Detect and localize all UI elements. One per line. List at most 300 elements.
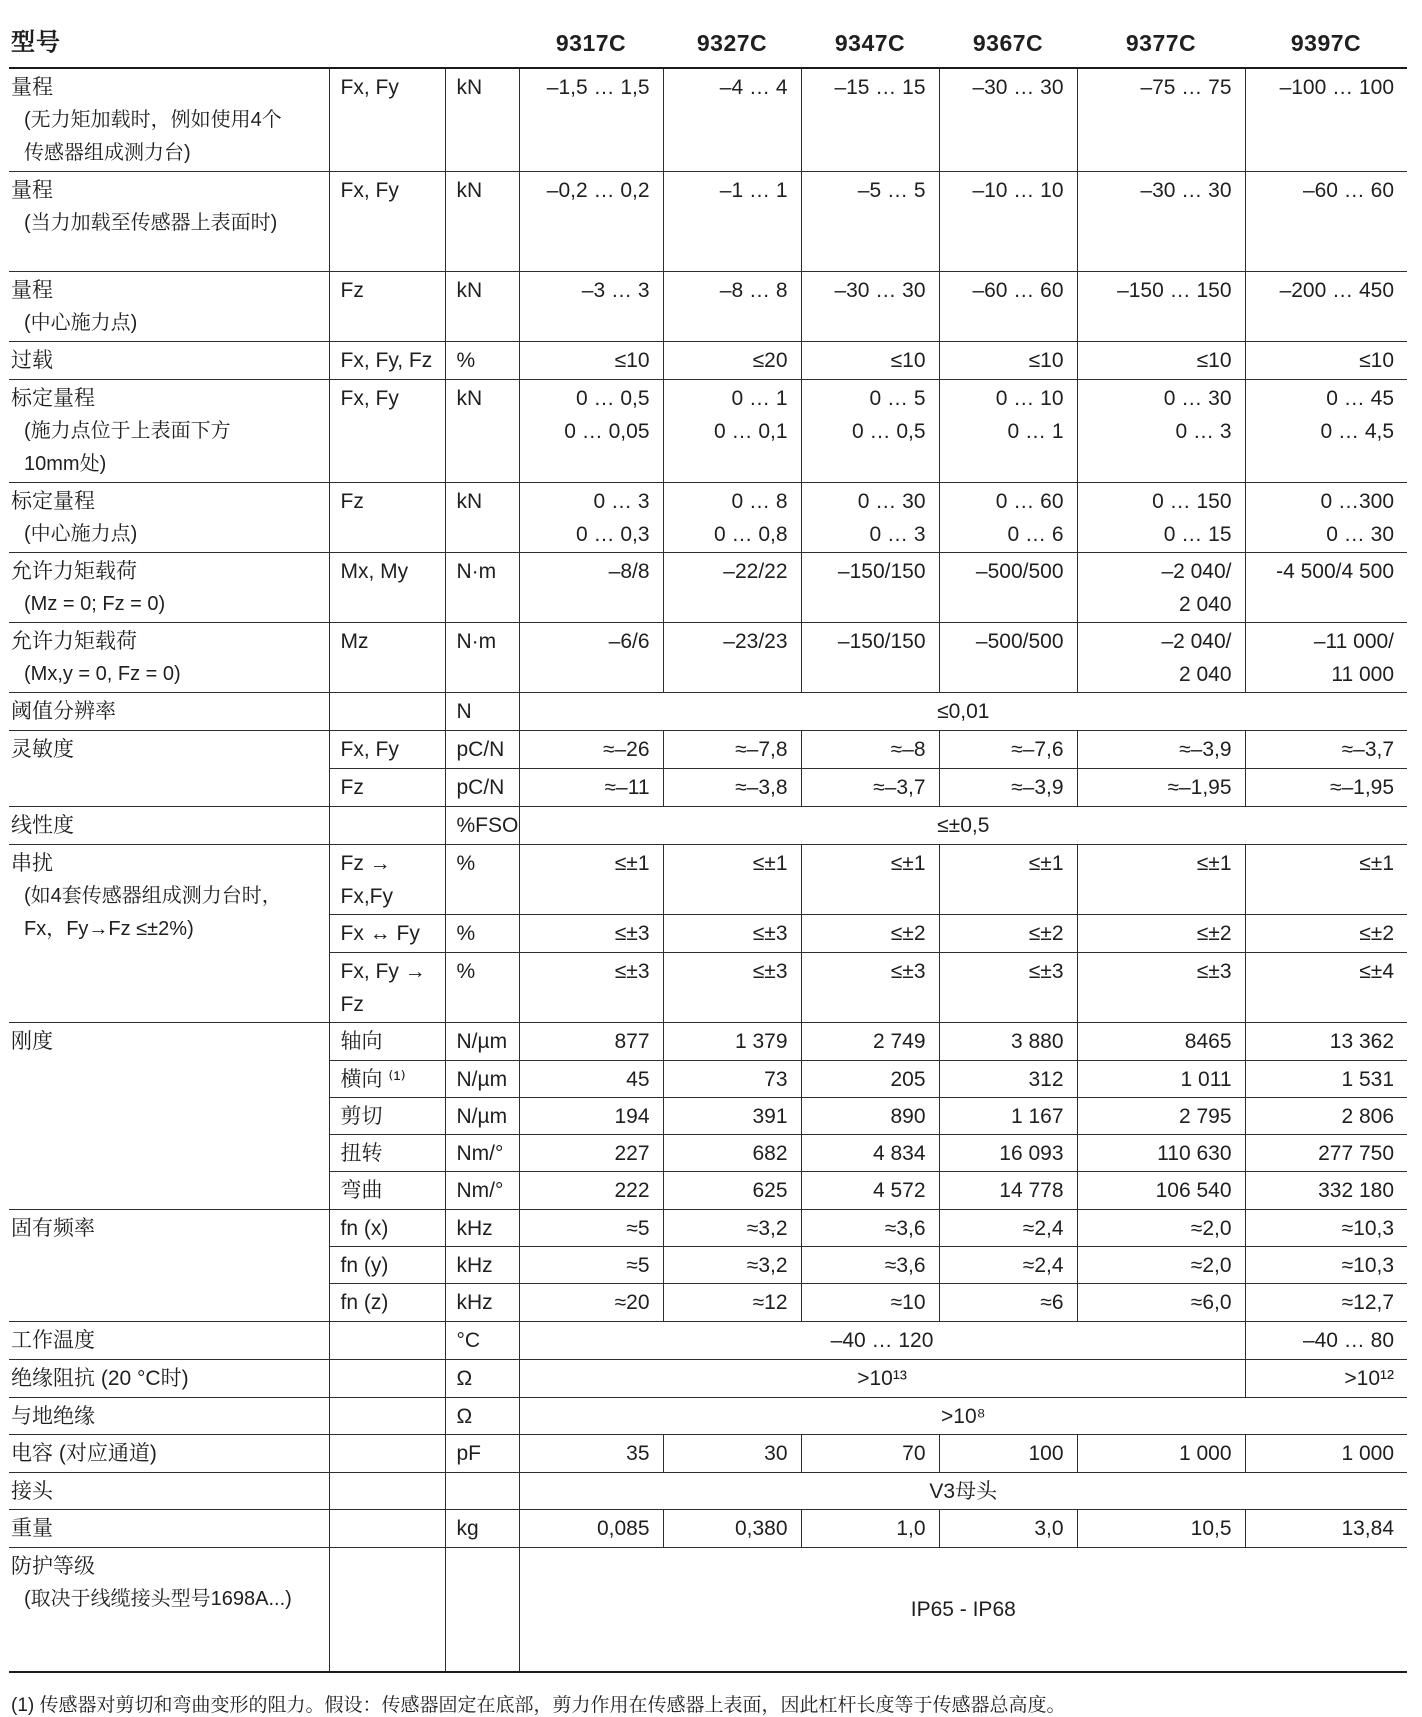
value-line: 0 … 0,1 bbox=[713, 420, 788, 443]
value-cell: ≤±1 bbox=[1245, 845, 1407, 915]
value-cell: ≈2,0 bbox=[1077, 1210, 1245, 1247]
value-cell: ≈12,7 bbox=[1245, 1284, 1407, 1322]
component-cell bbox=[329, 1548, 445, 1672]
unit-cell: Nm/° bbox=[445, 1172, 519, 1210]
value-line: –2 040/ bbox=[1161, 630, 1232, 653]
value-line: 0 … 30 bbox=[1163, 387, 1232, 410]
value-cell: 1 011 bbox=[1077, 1061, 1245, 1098]
component-cell: Fx, Fy bbox=[329, 68, 445, 172]
value-cell: –40 … 80 bbox=[1245, 1322, 1407, 1360]
unit-cell: kHz bbox=[445, 1284, 519, 1322]
value-line: –2 040/ bbox=[1161, 560, 1232, 583]
unit-cell: % bbox=[445, 845, 519, 915]
value-line: 0 … 45 bbox=[1326, 387, 1395, 410]
value-cell bbox=[519, 483, 663, 553]
table-body bbox=[9, 68, 1407, 1672]
value-line: 11 000 bbox=[1331, 663, 1395, 686]
value-cell: ≤±1 bbox=[939, 845, 1077, 915]
unit-cell: %FSO bbox=[445, 807, 519, 845]
value-cell: 3 880 bbox=[939, 1023, 1077, 1061]
row-label bbox=[9, 342, 329, 380]
value-cell: ≤±1 bbox=[801, 845, 939, 915]
unit-cell: Ω bbox=[445, 1360, 519, 1398]
unit-cell: N bbox=[445, 693, 519, 731]
value-cell: 312 bbox=[939, 1061, 1077, 1098]
value-cell: 0,085 bbox=[519, 1510, 663, 1548]
value-cell: ≈–3,7 bbox=[801, 769, 939, 807]
value-line: 0 … 0,5 bbox=[851, 420, 926, 443]
spec-row-insulation-resistance bbox=[9, 1360, 1407, 1398]
value-cell: –8/8 bbox=[519, 553, 663, 623]
unit-cell: kN bbox=[445, 172, 519, 272]
value-cell: ≤±3 bbox=[801, 953, 939, 1023]
value-cell: ≈–1,95 bbox=[1245, 769, 1407, 807]
row-label-note: (当力加载至传感器上表面时) bbox=[24, 212, 278, 234]
unit-cell: kHz bbox=[445, 1210, 519, 1247]
value-line: 0 … 0,8 bbox=[713, 523, 788, 546]
value-cell: ≈10 bbox=[801, 1284, 939, 1322]
value-cell: ≈12 bbox=[663, 1284, 801, 1322]
value-cell: ≤±3 bbox=[519, 953, 663, 1023]
value-cell: ≈2,4 bbox=[939, 1247, 1077, 1284]
spec-row-permissible-moment-mxmy bbox=[9, 553, 1407, 623]
value-line: 0 … 3 bbox=[1175, 420, 1232, 443]
spec-table bbox=[9, 2, 1407, 1673]
row-label bbox=[9, 380, 329, 483]
merged-value-cell: IP65 - IP68 bbox=[519, 1548, 1407, 1672]
value-cell: 1 000 bbox=[1245, 1435, 1407, 1473]
value-cell: 4 572 bbox=[801, 1172, 939, 1210]
value-cell: ≈–3,9 bbox=[939, 769, 1077, 807]
value-cell: ≈–3,7 bbox=[1245, 731, 1407, 769]
value-line: –11 000/ bbox=[1313, 630, 1395, 653]
unit-cell: kHz bbox=[445, 1247, 519, 1284]
row-label-text: 重量 bbox=[11, 1517, 53, 1540]
component-cell bbox=[329, 1510, 445, 1548]
spec-row-overload bbox=[9, 342, 1407, 380]
unit-cell: kN bbox=[445, 380, 519, 483]
model-column-header: 9377C bbox=[1077, 2, 1245, 68]
value-cell: ≈–3,9 bbox=[1077, 731, 1245, 769]
row-label-text: 允许力矩载荷 bbox=[11, 630, 137, 653]
component-cell: 弯曲 bbox=[329, 1172, 445, 1210]
value-cell: 0,380 bbox=[663, 1510, 801, 1548]
model-column-header: 9327C bbox=[663, 2, 801, 68]
row-label-text: 刚度 bbox=[11, 1030, 53, 1053]
value-cell: ≤±2 bbox=[801, 915, 939, 953]
value-cell: –22/22 bbox=[663, 553, 801, 623]
row-label-note: (Mz = 0; Fz = 0) bbox=[24, 593, 166, 615]
spec-row-calibrated-range-fz bbox=[9, 483, 1407, 553]
value-line: 0 … 0,3 bbox=[575, 523, 650, 546]
row-label-text: 过载 bbox=[11, 349, 53, 372]
row-label-text: 量程 bbox=[11, 76, 53, 99]
spec-row-weight bbox=[9, 1510, 1407, 1548]
value-cell: ≤±2 bbox=[1245, 915, 1407, 953]
value-cell bbox=[1245, 623, 1407, 693]
unit-cell bbox=[445, 1473, 519, 1510]
component-cell bbox=[329, 1322, 445, 1360]
value-cell: ≤20 bbox=[663, 342, 801, 380]
value-line: 0 … 1 bbox=[1007, 420, 1064, 443]
row-label bbox=[9, 483, 329, 553]
value-cell: –200 … 450 bbox=[1245, 272, 1407, 342]
spec-row-measuring-range-fz-center bbox=[9, 272, 1407, 342]
unit-cell: N/µm bbox=[445, 1098, 519, 1135]
value-cell: ≈–8 bbox=[801, 731, 939, 769]
value-cell: 35 bbox=[519, 1435, 663, 1473]
value-cell: ≈–7,6 bbox=[939, 731, 1077, 769]
spec-row-calibrated-range-fxfy bbox=[9, 380, 1407, 483]
unit-cell: pF bbox=[445, 1435, 519, 1473]
unit-cell: N/µm bbox=[445, 1061, 519, 1098]
row-label-note: (中心施力点) bbox=[24, 312, 138, 334]
row-label bbox=[9, 272, 329, 342]
value-cell: 1 000 bbox=[1077, 1435, 1245, 1473]
value-cell: –23/23 bbox=[663, 623, 801, 693]
merged-value-cell: ≤±0,5 bbox=[519, 807, 1407, 845]
value-cell: ≤10 bbox=[1245, 342, 1407, 380]
merged-value-cell: ≤0,01 bbox=[519, 693, 1407, 731]
value-cell: 332 180 bbox=[1245, 1172, 1407, 1210]
page-title: 型号 bbox=[9, 2, 519, 68]
component-cell: Fx ↔ Fy bbox=[329, 915, 445, 953]
unit-cell: % bbox=[445, 953, 519, 1023]
component-cell: Fx, Fy → Fz bbox=[329, 953, 445, 1023]
value-cell: –8 … 8 bbox=[663, 272, 801, 342]
row-label-note: (施力点位于上表面下方 bbox=[24, 420, 231, 442]
value-line: 0 … 0,5 bbox=[575, 387, 650, 410]
component-cell: Fx, Fy, Fz bbox=[329, 342, 445, 380]
value-cell: 13 362 bbox=[1245, 1023, 1407, 1061]
value-cell: 877 bbox=[519, 1023, 663, 1061]
value-cell: 194 bbox=[519, 1098, 663, 1135]
value-cell: 3,0 bbox=[939, 1510, 1077, 1548]
value-cell: ≈3,6 bbox=[801, 1247, 939, 1284]
merged-value-cell: >10⁸ bbox=[519, 1398, 1407, 1435]
unit-cell: kN bbox=[445, 68, 519, 172]
value-cell: –5 … 5 bbox=[801, 172, 939, 272]
value-line: 0 … 150 bbox=[1152, 490, 1232, 513]
component-cell: Fz → Fx,Fy bbox=[329, 845, 445, 915]
component-cell: Fz bbox=[329, 272, 445, 342]
spec-row-rigidity bbox=[9, 1023, 1407, 1061]
value-cell: ≈6,0 bbox=[1077, 1284, 1245, 1322]
value-line: 0 … 6 bbox=[1007, 523, 1064, 546]
row-label bbox=[9, 553, 329, 623]
value-cell bbox=[1245, 380, 1407, 483]
value-cell: 227 bbox=[519, 1135, 663, 1172]
row-label bbox=[9, 1435, 329, 1473]
row-label bbox=[9, 1473, 329, 1510]
value-cell: ≤±3 bbox=[939, 953, 1077, 1023]
unit-cell: Nm/° bbox=[445, 1135, 519, 1172]
value-cell: –0,2 … 0,2 bbox=[519, 172, 663, 272]
footnote: (1) 传感器对剪切和弯曲变形的阻力。假设：传感器固定在底部，剪力作用在传感器上表面，因此杠杆长度等于传感器总高度。 bbox=[11, 1694, 1066, 1716]
spec-row-natural-frequency bbox=[9, 1210, 1407, 1247]
value-cell: ≤10 bbox=[519, 342, 663, 380]
spec-row-ground-insulation bbox=[9, 1398, 1407, 1435]
row-label-text: 工作温度 bbox=[11, 1329, 95, 1352]
value-cell: –500/500 bbox=[939, 553, 1077, 623]
value-line: 0 … 0,05 bbox=[564, 420, 650, 443]
value-cell: 8465 bbox=[1077, 1023, 1245, 1061]
spec-row-measuring-range-platform bbox=[9, 68, 1407, 172]
value-cell: ≈–3,8 bbox=[663, 769, 801, 807]
value-cell: 1 167 bbox=[939, 1098, 1077, 1135]
value-cell bbox=[1077, 553, 1245, 623]
row-label-note: (无力矩加载时，例如使用4个 bbox=[24, 109, 282, 131]
row-label-text: 允许力矩载荷 bbox=[11, 560, 137, 583]
component-cell bbox=[329, 1398, 445, 1435]
value-cell bbox=[801, 483, 939, 553]
row-label-text: 标定量程 bbox=[11, 490, 95, 513]
unit-cell: °C bbox=[445, 1322, 519, 1360]
unit-cell: pC/N bbox=[445, 731, 519, 769]
value-line: 0 … 60 bbox=[995, 490, 1064, 513]
value-cell: ≈2,4 bbox=[939, 1210, 1077, 1247]
component-cell: Fz bbox=[329, 769, 445, 807]
value-cell bbox=[663, 380, 801, 483]
row-label-note: (Mx,y = 0, Fz = 0) bbox=[24, 663, 181, 685]
row-label-note: Fx，Fy→Fz ≤±2%) bbox=[24, 918, 194, 940]
value-cell: –150 … 150 bbox=[1077, 272, 1245, 342]
row-label bbox=[9, 731, 329, 807]
value-cell: ≤±4 bbox=[1245, 953, 1407, 1023]
value-cell: 205 bbox=[801, 1061, 939, 1098]
value-cell: 277 750 bbox=[1245, 1135, 1407, 1172]
spec-row-operating-temperature bbox=[9, 1322, 1407, 1360]
value-cell: –4 … 4 bbox=[663, 68, 801, 172]
component-cell: fn (x) bbox=[329, 1210, 445, 1247]
value-cell: ≈10,3 bbox=[1245, 1247, 1407, 1284]
unit-cell: kN bbox=[445, 483, 519, 553]
value-cell bbox=[801, 380, 939, 483]
value-cell: 14 778 bbox=[939, 1172, 1077, 1210]
value-cell: ≤±3 bbox=[663, 915, 801, 953]
value-cell: ≤±1 bbox=[519, 845, 663, 915]
row-label bbox=[9, 845, 329, 1023]
value-line: 0 … 15 bbox=[1163, 523, 1232, 546]
value-line: 2 040 bbox=[1178, 663, 1232, 686]
row-label bbox=[9, 1210, 329, 1322]
value-cell: ≤±1 bbox=[1077, 845, 1245, 915]
value-cell bbox=[1077, 623, 1245, 693]
value-cell: ≈–11 bbox=[519, 769, 663, 807]
unit-cell: N/µm bbox=[445, 1023, 519, 1061]
value-cell: 100 bbox=[939, 1435, 1077, 1473]
value-cell: ≈–7,8 bbox=[663, 731, 801, 769]
component-cell: Fx, Fy bbox=[329, 380, 445, 483]
value-cell: –60 … 60 bbox=[939, 272, 1077, 342]
component-cell: Fz bbox=[329, 483, 445, 553]
value-cell: –100 … 100 bbox=[1245, 68, 1407, 172]
merged-value-cell: –40 … 120 bbox=[519, 1322, 1245, 1360]
row-label-text: 绝缘阻抗 (20 °C时) bbox=[11, 1367, 189, 1390]
value-cell: –3 … 3 bbox=[519, 272, 663, 342]
value-cell: ≤±3 bbox=[1077, 953, 1245, 1023]
value-line: 0 … 5 bbox=[869, 387, 926, 410]
row-label bbox=[9, 1023, 329, 1210]
value-cell: 30 bbox=[663, 1435, 801, 1473]
value-cell: 16 093 bbox=[939, 1135, 1077, 1172]
unit-cell: kg bbox=[445, 1510, 519, 1548]
row-label-note: 10mm处) bbox=[24, 453, 107, 475]
value-cell bbox=[1077, 380, 1245, 483]
row-label bbox=[9, 1322, 329, 1360]
row-label-text: 线性度 bbox=[11, 814, 74, 837]
row-label bbox=[9, 1548, 329, 1672]
merged-value-cell: V3母头 bbox=[519, 1473, 1407, 1510]
value-cell: 391 bbox=[663, 1098, 801, 1135]
spec-row-protection-class bbox=[9, 1548, 1407, 1672]
value-cell: ≈20 bbox=[519, 1284, 663, 1322]
value-line: 0 … 30 bbox=[1326, 523, 1395, 546]
value-cell: 73 bbox=[663, 1061, 801, 1098]
row-label bbox=[9, 172, 329, 272]
value-cell: 682 bbox=[663, 1135, 801, 1172]
value-cell: ≤10 bbox=[801, 342, 939, 380]
row-label-text: 量程 bbox=[11, 279, 53, 302]
row-label-text: 防护等级 bbox=[11, 1555, 95, 1578]
component-cell: fn (y) bbox=[329, 1247, 445, 1284]
unit-cell: kN bbox=[445, 272, 519, 342]
unit-cell: Ω bbox=[445, 1398, 519, 1435]
component-cell bbox=[329, 807, 445, 845]
value-cell: –1,5 … 1,5 bbox=[519, 68, 663, 172]
component-cell: 剪切 bbox=[329, 1098, 445, 1135]
value-cell: 625 bbox=[663, 1172, 801, 1210]
value-cell: –150/150 bbox=[801, 553, 939, 623]
value-cell: 110 630 bbox=[1077, 1135, 1245, 1172]
value-line: 0 … 8 bbox=[731, 490, 788, 513]
value-line: 0 … 3 bbox=[869, 523, 926, 546]
row-label-text: 阈值分辨率 bbox=[11, 700, 116, 723]
header-row bbox=[9, 2, 1407, 68]
spec-row-permissible-moment-mz bbox=[9, 623, 1407, 693]
value-cell: ≈2,0 bbox=[1077, 1247, 1245, 1284]
value-cell: 2 749 bbox=[801, 1023, 939, 1061]
row-label bbox=[9, 1360, 329, 1398]
unit-cell: pC/N bbox=[445, 769, 519, 807]
value-cell: 1 531 bbox=[1245, 1061, 1407, 1098]
component-cell bbox=[329, 1360, 445, 1398]
component-cell: 横向 ⁽¹⁾ bbox=[329, 1061, 445, 1098]
value-cell: 1 379 bbox=[663, 1023, 801, 1061]
value-cell: 70 bbox=[801, 1435, 939, 1473]
value-cell: –150/150 bbox=[801, 623, 939, 693]
value-cell: –1 … 1 bbox=[663, 172, 801, 272]
row-label-text: 与地绝缘 bbox=[11, 1405, 95, 1428]
value-cell: 45 bbox=[519, 1061, 663, 1098]
component-cell bbox=[329, 693, 445, 731]
row-label-text: 串扰 bbox=[11, 852, 53, 875]
row-label bbox=[9, 623, 329, 693]
value-cell: ≤10 bbox=[939, 342, 1077, 380]
value-cell: -4 500/4 500 bbox=[1245, 553, 1407, 623]
component-cell: 扭转 bbox=[329, 1135, 445, 1172]
value-cell: 106 540 bbox=[1077, 1172, 1245, 1210]
value-cell bbox=[939, 483, 1077, 553]
unit-cell: N·m bbox=[445, 553, 519, 623]
value-cell: ≈3,2 bbox=[663, 1247, 801, 1284]
unit-cell: % bbox=[445, 342, 519, 380]
value-cell bbox=[519, 380, 663, 483]
row-label-text: 电容 (对应通道) bbox=[11, 1442, 157, 1465]
value-cell bbox=[663, 483, 801, 553]
value-cell: ≤±2 bbox=[1077, 915, 1245, 953]
row-label-note: 传感器组成测力台) bbox=[24, 142, 191, 164]
row-label bbox=[9, 1398, 329, 1435]
value-cell: ≤±2 bbox=[939, 915, 1077, 953]
value-cell: –6/6 bbox=[519, 623, 663, 693]
row-label-note: (中心施力点) bbox=[24, 523, 138, 545]
row-label bbox=[9, 693, 329, 731]
value-cell: –500/500 bbox=[939, 623, 1077, 693]
component-cell: Fx, Fy bbox=[329, 172, 445, 272]
value-cell: 1,0 bbox=[801, 1510, 939, 1548]
value-cell: ≤±3 bbox=[663, 953, 801, 1023]
unit-cell: N·m bbox=[445, 623, 519, 693]
component-cell: fn (z) bbox=[329, 1284, 445, 1322]
spec-row-crosstalk bbox=[9, 845, 1407, 915]
value-cell: 222 bbox=[519, 1172, 663, 1210]
row-label bbox=[9, 807, 329, 845]
value-line: 0 …300 bbox=[1320, 490, 1395, 513]
row-label-text: 灵敏度 bbox=[11, 738, 74, 761]
value-cell: ≈–1,95 bbox=[1077, 769, 1245, 807]
value-line: 0 … 3 bbox=[593, 490, 650, 513]
value-cell: –60 … 60 bbox=[1245, 172, 1407, 272]
component-cell: Mx, My bbox=[329, 553, 445, 623]
table-header bbox=[9, 2, 1407, 68]
component-cell: Fx, Fy bbox=[329, 731, 445, 769]
value-line: 2 040 bbox=[1178, 593, 1232, 616]
value-cell: 13,84 bbox=[1245, 1510, 1407, 1548]
value-cell: ≈3,2 bbox=[663, 1210, 801, 1247]
value-cell: ≤±1 bbox=[663, 845, 801, 915]
component-cell bbox=[329, 1435, 445, 1473]
spec-row-threshold-resolution bbox=[9, 693, 1407, 731]
row-label-text: 固有频率 bbox=[11, 1217, 95, 1240]
unit-cell bbox=[445, 1548, 519, 1672]
unit-cell: % bbox=[445, 915, 519, 953]
value-cell: 10,5 bbox=[1077, 1510, 1245, 1548]
row-label-note: (取决于线缆接头型号1698A...) bbox=[24, 1588, 292, 1610]
spec-row-capacitance bbox=[9, 1435, 1407, 1473]
row-label-text: 标定量程 bbox=[11, 387, 95, 410]
value-cell: >10¹² bbox=[1245, 1360, 1407, 1398]
spec-row-measuring-range-top-surface bbox=[9, 172, 1407, 272]
row-label-text: 量程 bbox=[11, 179, 53, 202]
row-label-note: (如4套传感器组成测力台时， bbox=[24, 885, 282, 907]
value-cell: –30 … 30 bbox=[939, 68, 1077, 172]
value-cell: –30 … 30 bbox=[801, 272, 939, 342]
component-cell: Mz bbox=[329, 623, 445, 693]
value-cell: 2 795 bbox=[1077, 1098, 1245, 1135]
value-cell: ≤10 bbox=[1077, 342, 1245, 380]
value-line: 0 … 30 bbox=[857, 490, 926, 513]
model-column-header: 9397C bbox=[1245, 2, 1407, 68]
model-column-header: 9367C bbox=[939, 2, 1077, 68]
value-cell: 2 806 bbox=[1245, 1098, 1407, 1135]
value-line: 0 … 10 bbox=[995, 387, 1064, 410]
value-cell: 890 bbox=[801, 1098, 939, 1135]
value-cell: –30 … 30 bbox=[1077, 172, 1245, 272]
merged-value-cell: >10¹³ bbox=[519, 1360, 1245, 1398]
component-cell bbox=[329, 1473, 445, 1510]
spec-row-linearity bbox=[9, 807, 1407, 845]
